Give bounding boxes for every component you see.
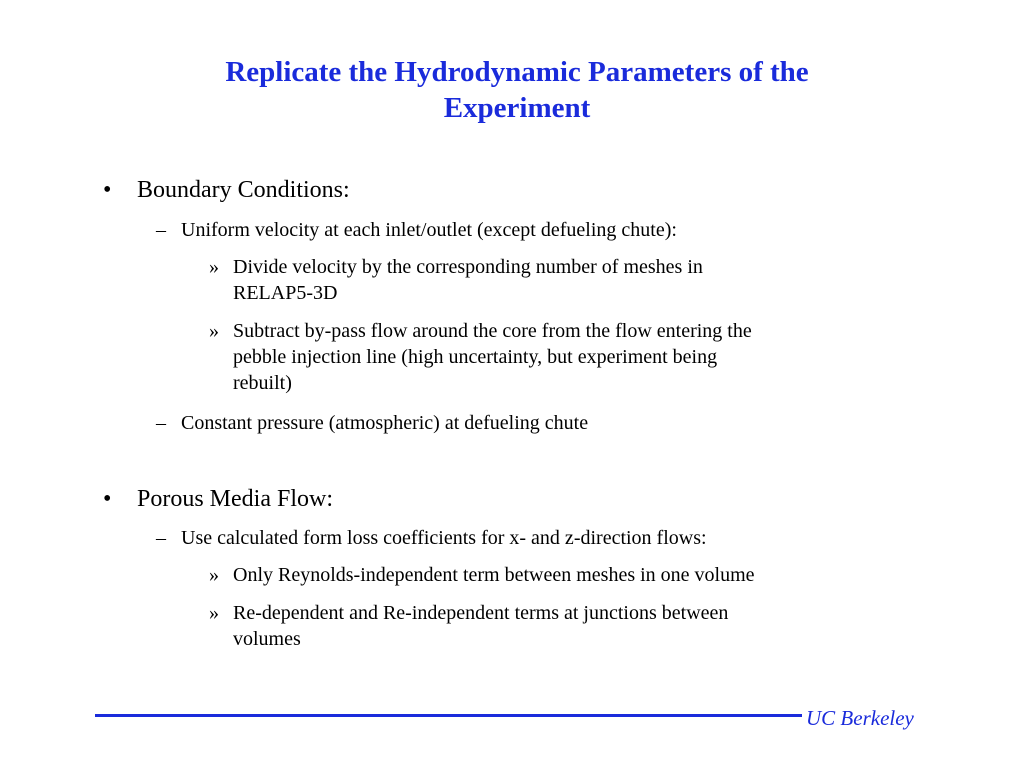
title-line-2: Experiment	[443, 92, 591, 124]
chevron-marker: »	[209, 256, 219, 278]
sub-bullet-text: Use calculated form loss coefficients for x- and z-direction flows:	[181, 527, 707, 549]
chevron-marker: »	[209, 320, 219, 342]
bullet-text: Boundary Conditions:	[137, 177, 350, 203]
bullet-marker: •	[103, 177, 112, 203]
dash-marker: –	[156, 527, 166, 549]
title-line-1: Replicate the Hydrodynamic Parameters of the	[225, 56, 809, 88]
point-line: rebuilt)	[233, 372, 292, 394]
dash-marker: –	[156, 412, 166, 434]
point-line: volumes	[233, 628, 301, 650]
point-line: Only Reynolds-independent term between meshes in one volume	[233, 564, 755, 586]
chevron-marker: »	[209, 564, 219, 586]
sub-bullet-text: Constant pressure (atmospheric) at defueling chute	[181, 412, 589, 434]
chevron-marker: »	[209, 602, 219, 624]
point-line: pebble injection line (high uncertainty, but experiment being	[233, 346, 718, 368]
footer-label: UC Berkeley	[806, 706, 914, 730]
bullet-text: Porous Media Flow:	[137, 486, 334, 512]
footer-divider	[95, 714, 802, 717]
dash-marker: –	[156, 219, 166, 241]
point-line: Re-dependent and Re-independent terms at junctions between	[233, 602, 729, 624]
point-line: RELAP5-3D	[233, 282, 338, 304]
point-line: Subtract by-pass flow around the core from the flow entering the	[233, 320, 752, 342]
bullet-marker: •	[103, 486, 112, 512]
point-line: Divide velocity by the corresponding number of meshes in	[233, 256, 703, 278]
sub-bullet-text: Uniform velocity at each inlet/outlet (except defueling chute):	[181, 219, 677, 241]
